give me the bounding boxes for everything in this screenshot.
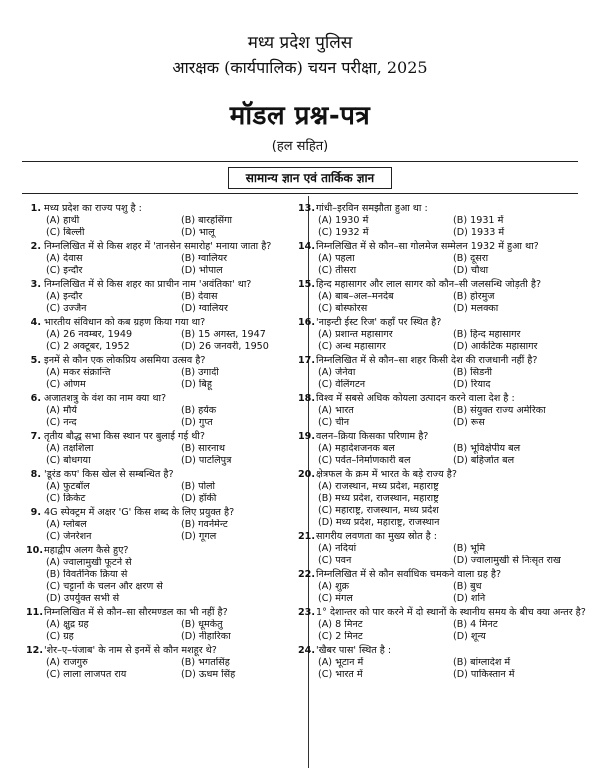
answer-option: (C) महाराष्ट्र, राजस्थान, मध्य प्रदेश [318,505,439,516]
question-stem: 1° देशान्तर को पार करने में दो स्थानों के स्थानीय समय के बीच क्या अन्तर है? [316,607,586,619]
question [298,469,588,529]
exam-authority: मध्य प्रदेश पुलिस [247,33,353,53]
answer-option: (C) जेनरेशन [46,530,92,542]
question-number: 17. [298,355,315,366]
answer-option: (D) 1933 में [453,226,505,238]
question-number: 7. [30,431,41,442]
question-text [30,279,316,291]
question [298,355,588,391]
answer-option: (D) रूस [453,416,485,428]
answer-option: (B) 1931 में [453,214,504,226]
question-number: 15. [298,279,315,290]
answer-option: (B) संयुक्त राज्य अमेरिका [453,404,546,416]
question-number: 1. [30,203,41,214]
question-number: 10. [26,545,43,556]
question-number: 19. [298,431,315,442]
question-number: 23. [298,607,315,619]
section-rule [22,193,578,194]
answer-option: (A) ग्लोबल [46,518,87,530]
answer-option: (D) शनि [453,593,486,605]
question-number: 6. [30,393,41,404]
answer-option: (A) बाब–अल–मनदेब [318,290,394,302]
answer-option: (D) बिहू [181,378,212,390]
question-text [26,645,316,657]
answer-option: (B) गवर्नमेन्ट [181,518,228,530]
question [30,431,316,467]
section-heading: सामान्य ज्ञान एवं तार्किक ज्ञान [228,167,392,189]
question [30,469,316,505]
question-number: 13. [298,203,315,214]
answer-option: (C) ओणम [46,378,86,390]
answer-options [44,215,316,239]
question-text [298,569,588,581]
answer-option: (D) भालू [181,226,215,238]
answer-option: (C) पर्वत–निर्माणकारी बल [318,454,411,466]
answer-option: (C) पवन [318,555,352,567]
question-stem: 'डूरंड कप' किस खेल से सम्बन्धित है? [44,469,174,480]
question [26,645,316,681]
answer-options [316,405,588,429]
question-stem: क्षेत्रफल के क्रम में भारत के बड़े राज्य है? [316,469,457,480]
answer-option: (C) क्रिकेट [46,492,86,504]
question-stem: 'खैबर पास' स्थित है : [316,645,392,657]
answer-option: (C) मंगल [318,593,353,605]
question-stem: मध्य प्रदेश का राज्य पशु है : [44,203,142,214]
question-text [298,279,588,291]
answer-option: (A) मौर्य [46,404,77,416]
question-number: 21. [298,531,315,543]
top-rule [22,161,578,162]
question [30,393,316,429]
answer-option: (A) शुक्र [318,581,349,592]
answer-option: (D) शून्य [453,631,486,643]
answer-option: (B) भूमि [453,543,486,554]
question-text [298,241,588,253]
question-stem: वलन–क्रिया किसका परिणाम है? [316,431,429,442]
question-text [298,355,588,367]
answer-option: (D) पाटलिपुत्र [181,454,232,466]
answer-option: (A) देवास [46,252,83,264]
answer-options [316,367,588,391]
right-question-column [298,203,588,683]
answer-option: (C) नन्द [46,416,77,428]
page-subtitle: (हल सहित) [271,139,329,154]
question-number: 18. [298,393,315,404]
answer-option: (C) चीन [318,416,350,428]
answer-option: (B) 4 मिनट [453,619,498,630]
question-number: 24. [298,645,315,657]
answer-options [44,657,316,681]
question-number: 12. [26,645,43,657]
question [30,203,316,239]
question-number: 14. [298,241,315,252]
question-stem: 4G स्पेक्ट्रम में अक्षर 'G' किस शब्द के लिए प्रयुक्त है? [44,507,235,518]
question-stem: 'नाइन्टी ईस्ट रिज' कहाँ पर स्थित है? [316,317,442,328]
answer-options [44,619,316,643]
answer-option: (C) इन्दौर [46,264,83,276]
question-text [298,431,588,443]
answer-option: (C) 1932 में [318,226,369,238]
answer-options [44,253,316,277]
answer-option: (A) जेनेवा [318,366,356,378]
answer-option: (C) तीसरा [318,264,357,276]
question-text [298,203,588,215]
question-text [30,431,316,443]
question [298,569,588,605]
answer-option: (B) भगतसिंह [181,657,230,668]
question [298,203,588,239]
answer-options [44,291,316,315]
question [298,241,588,277]
answer-options [316,291,588,315]
question [298,607,588,643]
question-text [30,203,316,215]
answer-options [316,443,588,467]
question-text [298,531,588,543]
answer-options [316,481,588,530]
question-stem: हिन्द महासागर और लाल सागर को कौन–सी जलसन्धि जोड़ती है? [316,279,542,290]
answer-option: (D) आर्कटिक महासागर [453,340,538,352]
answer-options [44,405,316,429]
page-title: मॉडल प्रश्न-पत्र [229,101,371,131]
answer-option: (B) मध्य प्रदेश, राजस्थान, महाराष्ट्र [318,492,439,504]
answer-option: (B) उगादी [181,366,219,378]
answer-option: (D) ग्वालियर [181,302,228,314]
answer-option: (A) भूटान में [318,657,364,668]
answer-option: (B) बांग्लादेश में [453,657,511,668]
answer-option: (B) होरमुज [453,290,495,302]
question-number: 16. [298,317,315,328]
answer-option: (B) हिन्द महासागर [453,328,521,340]
answer-option: (B) भूविक्षेपीय बल [453,442,521,454]
answer-options [44,367,316,391]
answer-option: (A) महादेशजनक बल [318,442,395,454]
answer-option: (D) गुप्त [181,416,213,428]
question-stem: सागरीय लवणता का मुख्य स्रोत है : [316,531,437,543]
answer-option: (C) बोधगया [46,454,91,466]
answer-options [316,619,588,643]
answer-option: (C) लाला लाजपत राय [46,669,127,681]
answer-option: (D) ज्वालामुखी से निःसृत राख [453,555,561,567]
answer-option: (C) बिल्ली [46,226,85,238]
answer-option: (A) क्षुद्र ग्रह [46,619,89,630]
question-stem: निम्नलिखित में से कौन–सा सौरमण्डल का भी नहीं है? [44,607,228,619]
question [298,531,588,567]
question [30,279,316,315]
answer-option: (D) ऊधम सिंह [181,669,236,681]
answer-option: (B) हर्यक [181,404,217,416]
question-stem: निम्नलिखित में से कौन सर्वाधिक चमकने वाला ग्रह है? [316,569,502,581]
question-stem: अजातशत्रु के वंश का नाम क्या था? [44,393,167,404]
answer-options [316,253,588,277]
question-text [298,317,588,329]
question-number: 3. [30,279,41,290]
answer-option: (A) इन्दौर [46,290,83,302]
question-number: 9. [30,507,41,518]
question-text [30,241,316,253]
question [298,431,588,467]
answer-option: (C) अन्ध महासागर [318,340,386,352]
answer-option: (A) भारत [318,404,354,416]
question-stem: विश्व में सबसे अधिक कोयला उत्पादन करने वाला देश है : [316,393,515,404]
exam-name: आरक्षक (कार्यपालिक) चयन परीक्षा, 2025 [172,58,428,77]
answer-option: (A) हाथी [46,214,80,226]
answer-option: (C) भारत में [318,669,363,681]
question-number: 2. [30,241,41,252]
question [26,607,316,643]
question-number: 20. [298,469,315,480]
answer-option: (D) चौथा [453,264,489,276]
question [30,355,316,391]
question [26,545,316,605]
answer-option: (D) हॉकी [181,492,217,504]
answer-option: (B) बुध [453,581,482,592]
question-text [298,607,588,619]
answer-option: (B) ग्वालियर [181,252,228,264]
question-text [298,393,588,405]
answer-option: (A) पहला [318,252,355,264]
question [298,279,588,315]
answer-option: (D) 26 जनवरी, 1950 [181,340,269,352]
answer-option: (A) 8 मिनट [318,619,363,630]
answer-option: (B) विवर्तनिक क्रिया से [46,568,128,580]
question-stem: इनमें से कौन एक लोकप्रिय असमिया उत्सव है? [44,355,206,366]
answer-option: (B) सिडनी [453,366,493,378]
question-stem: निम्नलिखित में से कौन–सा शहर किसी देश की राजधानी नहीं है? [316,355,538,366]
answer-options [316,657,588,681]
question [298,645,588,681]
answer-options [44,557,316,606]
question-text [30,507,316,519]
question-stem: महाद्वीप अलग कैसे हुए? [44,545,129,556]
answer-option: (A) नदियां [318,543,357,554]
answer-option: (B) बारहसिंगा [181,214,232,226]
answer-options [44,519,316,543]
question-text [298,645,588,657]
answer-option: (A) प्रशान्त महासागर [318,328,393,340]
answer-option: (C) ग्रह [46,631,74,643]
answer-option: (C) चट्टानों के चलन और क्षरण से [46,581,163,592]
question-text [30,393,316,405]
answer-option: (D) उपर्युक्त सभी से [46,593,120,605]
answer-option: (A) तक्षशिला [46,442,94,454]
answer-options [316,581,588,605]
answer-option: (D) भोपाल [181,264,223,276]
question [30,507,316,543]
answer-options [316,329,588,353]
answer-option: (C) उज्जैन [46,302,87,314]
answer-option: (B) दूसरा [453,252,489,264]
answer-option: (D) मलक्का [453,302,499,314]
answer-option: (B) सारनाथ [181,442,225,454]
answer-option: (A) राजगुरु [46,657,88,668]
question [30,317,316,353]
answer-option: (C) 2 मिनट [318,631,363,643]
answer-option: (A) 26 नवम्बर, 1949 [46,328,133,340]
question-number: 4. [30,317,41,328]
answer-option: (C) वेलिंगटन [318,378,366,390]
answer-option: (C) 2 अक्टूबर, 1952 [46,340,130,352]
question-number: 8. [30,469,41,480]
answer-option: (A) ज्वालामुखी फूटने से [46,556,132,568]
answer-option: (D) रियाद [453,378,491,390]
question-text [26,545,316,557]
answer-option: (A) 1930 में [318,214,369,226]
answer-option: (B) 15 अगस्त, 1947 [181,328,266,340]
answer-options [44,443,316,467]
question-text [30,317,316,329]
answer-option: (B) धूमकेतु [181,619,223,630]
answer-options [44,329,316,353]
question [298,393,588,429]
question-stem: निम्नलिखित में से किस शहर में 'तानसेन समारोह' मनाया जाता है? [44,241,272,252]
question-stem: निम्नलिखित में से कौन–सा गोलमेज सम्मेलन 1932 में हुआ था? [316,241,539,252]
question-text [30,355,316,367]
answer-option: (C) बोस्फोरस [318,302,368,314]
question [298,317,588,353]
question-stem: भारतीय संविधान को कब ग्रहण किया गया था? [44,317,206,328]
answer-option: (D) बहिर्जात बल [453,454,515,466]
question-number: 22. [298,569,315,581]
question-text [26,607,316,619]
question-stem: 'शेर–ए–पंजाब' के नाम से इनमें से कौन मशहूर थे? [44,645,217,657]
question-stem: तृतीय बौद्ध सभा किस स्थान पर बुलाई गई थी? [44,431,205,442]
answer-option: (A) राजस्थान, मध्य प्रदेश, महाराष्ट्र [318,480,439,492]
question-stem: निम्नलिखित में से किस शहर का प्राचीन नाम 'अवंतिका' था? [44,279,252,290]
question-text [298,469,588,481]
answer-options [316,215,588,239]
answer-option: (A) मकर संक्रान्ति [46,366,111,378]
answer-option: (B) देवास [181,290,218,302]
question-stem: गांधी–इरविन समझौता हुआ था : [316,203,428,214]
answer-option: (D) नीहारिका [181,631,231,643]
answer-option: (D) पाकिस्तान में [453,669,515,681]
question-number: 11. [26,607,43,619]
question [30,241,316,277]
question-text [30,469,316,481]
answer-options [316,543,588,567]
answer-option: (A) फुटबॉल [46,480,90,492]
answer-option: (B) पोलो [181,480,216,492]
answer-options [44,481,316,505]
question-number: 5. [30,355,41,366]
answer-option: (D) मध्य प्रदेश, महाराष्ट्र, राजस्थान [318,517,440,529]
left-question-column [26,203,316,683]
answer-option: (D) गूगल [181,530,217,542]
